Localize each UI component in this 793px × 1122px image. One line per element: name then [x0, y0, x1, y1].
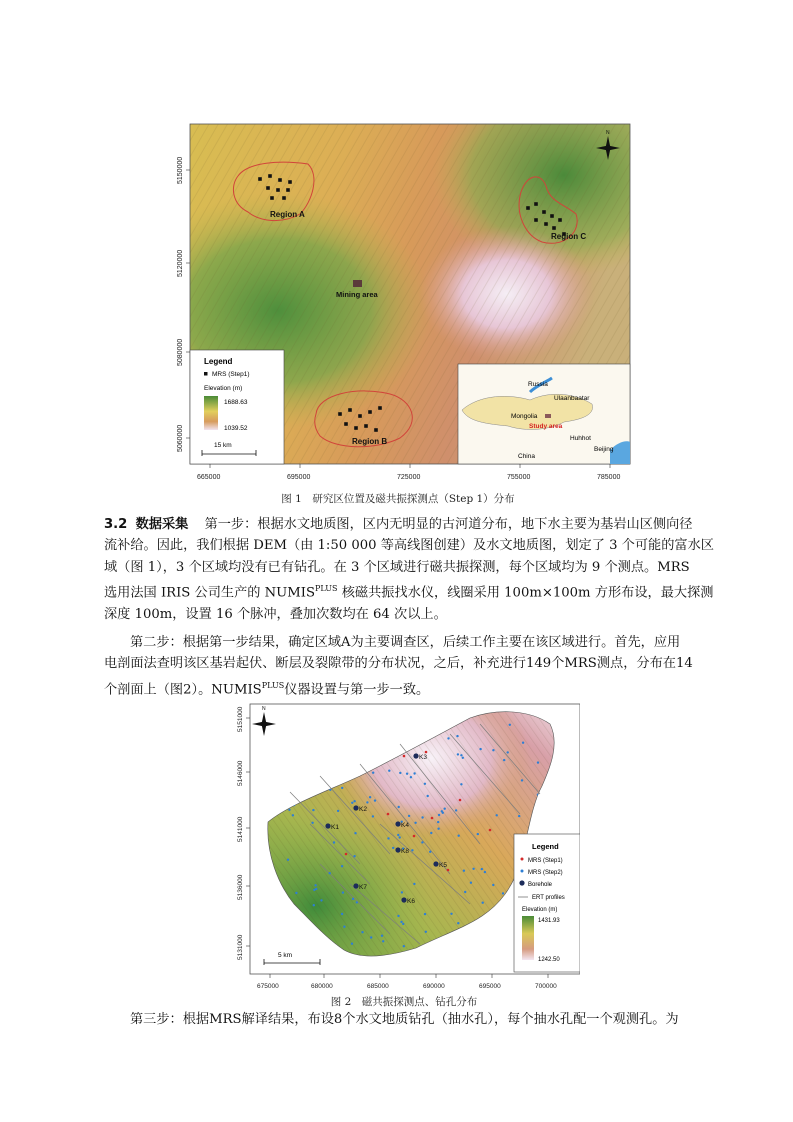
mrs-step2-point: [351, 802, 353, 804]
mrs-step2-point: [457, 753, 459, 755]
svg-text:MRS (Step2): MRS (Step2): [528, 870, 563, 876]
mrs-step1-point: [558, 218, 562, 222]
mrs-step2-point: [460, 783, 462, 785]
mrs-step2-point: [400, 921, 402, 923]
mrs-step2-point: [437, 828, 439, 830]
mrs-step2-point: [427, 795, 429, 797]
mrs-step2-point: [397, 915, 399, 917]
mrs-step2-point: [522, 742, 524, 744]
mrs-step2-point: [313, 904, 315, 906]
y-tick-label: 5151000: [237, 706, 244, 732]
mrs-step1-point: [286, 188, 290, 192]
borehole-marker: [325, 823, 330, 828]
mrs-step2-point: [399, 836, 401, 838]
svg-text:5 km: 5 km: [278, 952, 293, 959]
x-tick-label: 695000: [479, 983, 501, 990]
mrs-step2-point: [341, 865, 343, 867]
mrs-step2-point: [381, 935, 383, 937]
mrs-step1-point: [431, 817, 434, 820]
mrs-step2-point: [438, 814, 440, 816]
mrs-step2-point: [479, 748, 481, 750]
p1-line-5: 深度 100m，设置 16 个脉冲，叠加次数均在 64 次以上。: [104, 607, 447, 623]
borehole-marker: [353, 883, 358, 888]
mrs-step2-point: [372, 772, 374, 774]
p2-line-2: 电剖面法查明该区基岩起伏、断层及裂隙带的分布状况，之后，补充进行149个MRS测点，分布在14: [104, 656, 693, 672]
svg-text:Ulaanbaatar: Ulaanbaatar: [554, 395, 590, 402]
mrs-step2-point: [315, 888, 317, 890]
svg-text:ERT profiles: ERT profiles: [532, 895, 565, 901]
mining-area-label: Mining area: [336, 290, 378, 299]
mrs-step2-point: [460, 754, 462, 756]
svg-text:Mongolia: Mongolia: [511, 413, 538, 420]
mrs-step2-point: [463, 870, 465, 872]
svg-text:1431.93: 1431.93: [538, 918, 560, 924]
mrs-step2-point: [507, 751, 509, 753]
mrs-step2-point: [421, 816, 423, 818]
y-tick-label: 5120000: [177, 249, 184, 277]
mrs-step1-point: [288, 180, 292, 184]
mrs-step2-point: [518, 815, 520, 817]
mrs-step1-point: [348, 408, 352, 412]
figure2-x-ticks: [257, 974, 557, 990]
mrs-step2-point: [458, 835, 460, 837]
svg-text:N: N: [606, 130, 610, 136]
mrs-step2-point: [408, 815, 410, 817]
mrs-step1-point: [338, 412, 342, 416]
mrs-step2-point: [462, 757, 464, 759]
mrs-step1-point: [544, 222, 548, 226]
mrs-step2-point: [353, 800, 355, 802]
borehole-label: K2: [359, 806, 367, 813]
p1-line-2: 流补给。因此，我们根据 DEM（由 1:50 000 等高线图创建）及水文地质图，划定了 3 个可能的富水区: [104, 538, 714, 554]
p2-line-3: 个剖面上（图2）。$NUMIS^{PLUS}$仪器设置与第一步一致。: [104, 680, 430, 698]
svg-text:Russia: Russia: [528, 381, 548, 388]
mrs-step2-point: [333, 841, 335, 843]
mrs-step2-point: [312, 809, 314, 811]
svg-text:Borehole: Borehole: [528, 882, 553, 888]
mrs-step2-point: [343, 926, 345, 928]
svg-text:MRS (Step1): MRS (Step1): [212, 371, 250, 378]
mrs-step2-point: [455, 809, 457, 811]
mrs-step1-point: [270, 196, 274, 200]
mrs-step2-point: [403, 945, 405, 947]
mrs-step2-point: [353, 855, 355, 857]
section-number: 3.2: [104, 517, 128, 532]
mrs-step2-point: [429, 851, 431, 853]
mrs-step1-point: [368, 410, 372, 414]
x-tick-label: 785000: [597, 474, 621, 481]
svg-text:1039.52: 1039.52: [224, 425, 248, 432]
mrs-step2-point: [492, 749, 494, 751]
mrs-step1-point: [278, 178, 282, 182]
mrs-step1-point: [542, 210, 546, 214]
mrs-step2-point: [382, 940, 384, 942]
mrs-step2-point: [292, 814, 294, 816]
borehole-marker: [413, 753, 418, 758]
y-tick-label: 5136000: [237, 874, 244, 900]
mrs-step2-point: [470, 882, 472, 884]
mrs-step2-point: [450, 913, 452, 915]
mrs-step2-point: [425, 931, 427, 933]
x-tick-label: 700000: [535, 983, 557, 990]
mrs-step2-point: [521, 779, 523, 781]
mrs-step2-point: [421, 841, 423, 843]
p1-line-4: 选用法国 IRIS 公司生产的 $NUMIS^{PLUS}$ 核磁共振找水仪，线圈采用 100m×100m 方形布设，最大探测: [104, 584, 714, 601]
mrs-step2-point: [351, 943, 353, 945]
figure1-x-ticks: [197, 464, 620, 481]
y-tick-label: 5150000: [177, 156, 184, 184]
mrs-step1-point: [550, 214, 554, 218]
location-inset-map: [458, 364, 630, 464]
borehole-label: K5: [439, 862, 447, 869]
y-tick-label: 5146000: [237, 760, 244, 786]
borehole-label: K7: [359, 884, 367, 891]
y-tick-label: 5141000: [237, 816, 244, 842]
mrs-step2-point: [411, 849, 413, 851]
mrs-step1-point: [447, 869, 450, 872]
x-tick-label: 725000: [397, 474, 421, 481]
mrs-step2-point: [430, 832, 432, 834]
svg-text:Study area: Study area: [529, 423, 563, 430]
svg-text:Legend: Legend: [204, 357, 233, 366]
mrs-step2-point: [329, 872, 331, 874]
mining-area-marker: [353, 280, 362, 287]
mrs-step2-point: [509, 724, 511, 726]
mrs-step1-point: [387, 813, 390, 816]
mrs-step2-point: [464, 891, 466, 893]
mrs-step2-point: [447, 737, 449, 739]
mrs-step1-point: [364, 424, 368, 428]
mrs-step1-point: [268, 174, 272, 178]
mrs-step2-point: [337, 810, 339, 812]
borehole-marker: [433, 861, 438, 866]
mrs-step2-point: [484, 871, 486, 873]
figure2-map: [228, 700, 580, 1000]
mrs-step2-point: [369, 796, 371, 798]
mrs-step2-point: [341, 787, 343, 789]
mrs-step2-point: [288, 809, 290, 811]
mrs-step2-point: [388, 770, 390, 772]
mrs-step2-point: [366, 801, 368, 803]
mrs-step2-point: [354, 832, 356, 834]
mrs-step2-point: [444, 808, 446, 810]
mrs-step2-point: [502, 892, 504, 894]
mrs-step2-point: [402, 923, 404, 925]
mrs-step1-point: [344, 422, 348, 426]
mrs-step2-point: [413, 772, 415, 774]
mrs-step2-point: [457, 922, 459, 924]
y-tick-label: 5060000: [177, 424, 184, 452]
mrs-step2-point: [537, 761, 539, 763]
paragraph-3: [104, 1009, 714, 1030]
region-c-label: Region C: [551, 232, 587, 241]
mrs-step1-point: [403, 755, 406, 758]
svg-text:15 km: 15 km: [214, 442, 232, 449]
mrs-step1-point: [378, 406, 382, 410]
region-a-label: Region A: [270, 210, 305, 219]
mrs-step2-point: [441, 810, 443, 812]
region-b-label: Region B: [352, 437, 388, 446]
figure1-legend: [190, 350, 284, 464]
borehole-marker: [353, 805, 358, 810]
mrs-step2-point: [477, 833, 479, 835]
x-tick-label: 755000: [507, 474, 531, 481]
borehole-marker: [401, 897, 406, 902]
mrs-step1-point: [345, 853, 348, 856]
mrs-step1-point: [534, 218, 538, 222]
mrs-step1-point: [534, 202, 538, 206]
figure1-caption: 图 1 研究区位置及磁共振探测点（Step 1）分布: [281, 493, 515, 505]
mrs-step2-point: [456, 735, 458, 737]
mrs-step1-point: [282, 196, 286, 200]
mrs-step2-point: [356, 901, 358, 903]
svg-text:Huhhot: Huhhot: [570, 435, 591, 442]
mrs-step1-point: [526, 206, 530, 210]
mrs-step1-point: [358, 414, 362, 418]
x-tick-label: 665000: [197, 474, 221, 481]
mrs-step2-point: [392, 847, 394, 849]
x-tick-label: 695000: [287, 474, 311, 481]
mrs-step2-point: [352, 898, 354, 900]
mrs-step1-point: [425, 751, 428, 754]
mrs-step2-point: [295, 892, 297, 894]
figure1-y-ticks: [177, 157, 190, 452]
mrs-step2-point: [503, 759, 505, 761]
x-tick-label: 685000: [367, 983, 389, 990]
borehole-marker: [395, 821, 400, 826]
svg-text:China: China: [518, 453, 535, 460]
svg-text:Beijing: Beijing: [594, 446, 614, 453]
figure1-map: [160, 120, 636, 498]
section-title: 数据采集: [135, 517, 189, 532]
svg-text:MRS (Step1): MRS (Step1): [528, 858, 563, 864]
mrs-step2-point: [399, 772, 401, 774]
mrs-step2-point: [320, 899, 322, 901]
mrs-step1-point: [354, 426, 358, 430]
mrs-step1-point: [258, 177, 262, 181]
paragraph-2: [104, 632, 714, 701]
y-tick-label: 5131000: [237, 934, 244, 960]
mrs-step2-point: [406, 773, 408, 775]
mrs-step1-point: [374, 428, 378, 432]
mrs-step2-point: [287, 859, 289, 861]
mrs-step2-point: [481, 868, 483, 870]
mrs-step1-point: [413, 835, 416, 838]
mrs-step2-point: [496, 814, 498, 816]
borehole-marker: [395, 847, 400, 852]
p2-line-1: 第二步：根据第一步结果，确定区域A为主要调查区，后续工作主要在该区域进行。首先，应用: [130, 635, 681, 650]
borehole-label: K8: [401, 848, 409, 855]
mrs-step2-point: [314, 884, 316, 886]
mrs-step2-point: [397, 834, 399, 836]
mrs-step2-point: [437, 821, 439, 823]
borehole-label: K1: [331, 824, 339, 831]
mrs-step2-point: [341, 913, 343, 915]
p1-line-3: 域（图 1），3 个区域均没有已有钻孔。在 3 个区域进行磁共振探测，每个区域均为 9 个测点。MRS: [104, 559, 690, 575]
mrs-step2-point: [424, 783, 426, 785]
svg-text:Elevation (m): Elevation (m): [204, 385, 243, 392]
x-tick-label: 690000: [423, 983, 445, 990]
mrs-step2-point: [370, 936, 372, 938]
mrs-step1-point: [552, 226, 556, 230]
mrs-step2-point: [414, 822, 416, 824]
p1-line-1: 第一步：根据水文地质图，区内无明显的古河道分布，地下水主要为基岩山区侧向径: [204, 517, 693, 532]
svg-text:Elevation (m): Elevation (m): [522, 907, 558, 913]
mrs-step1-point: [489, 829, 492, 832]
mrs-step1-point: [276, 188, 280, 192]
y-tick-label: 5080000: [177, 338, 184, 366]
figure2-y-ticks: [237, 706, 250, 960]
p3-line-1: 第三步：根据MRS解译结果，布设8个水文地质钻孔（抽水孔），每个抽水孔配一个观测孔。为: [130, 1012, 679, 1027]
mrs-step2-point: [398, 806, 400, 808]
mrs-step2-point: [361, 931, 363, 933]
mrs-step2-point: [372, 815, 374, 817]
mrs-step2-point: [424, 913, 426, 915]
figure2-legend: [514, 834, 580, 972]
svg-text:1688.63: 1688.63: [224, 399, 248, 406]
mrs-step1-point: [459, 799, 462, 802]
x-tick-label: 675000: [257, 983, 279, 990]
mrs-step2-point: [410, 776, 412, 778]
mrs-step2-point: [482, 902, 484, 904]
mrs-step2-point: [413, 883, 415, 885]
mrs-step2-point: [387, 837, 389, 839]
svg-text:N: N: [262, 706, 266, 712]
mrs-step2-point: [342, 891, 344, 893]
section-3-2-text: [104, 514, 714, 625]
mrs-step1-point: [266, 186, 270, 190]
mrs-step2-point: [401, 891, 403, 893]
mrs-step2-point: [472, 868, 474, 870]
borehole-label: K6: [407, 898, 415, 905]
borehole-label: K3: [419, 754, 427, 761]
mrs-step2-point: [492, 884, 494, 886]
svg-text:1242.50: 1242.50: [538, 957, 560, 963]
figure2-caption: 图 2 磁共振探测点、钻孔分布: [330, 996, 478, 1008]
x-tick-label: 680000: [311, 983, 333, 990]
mrs-step2-point: [374, 799, 376, 801]
svg-text:Legend: Legend: [532, 842, 559, 851]
borehole-label: K4: [401, 822, 409, 829]
mrs-step2-point: [311, 822, 313, 824]
